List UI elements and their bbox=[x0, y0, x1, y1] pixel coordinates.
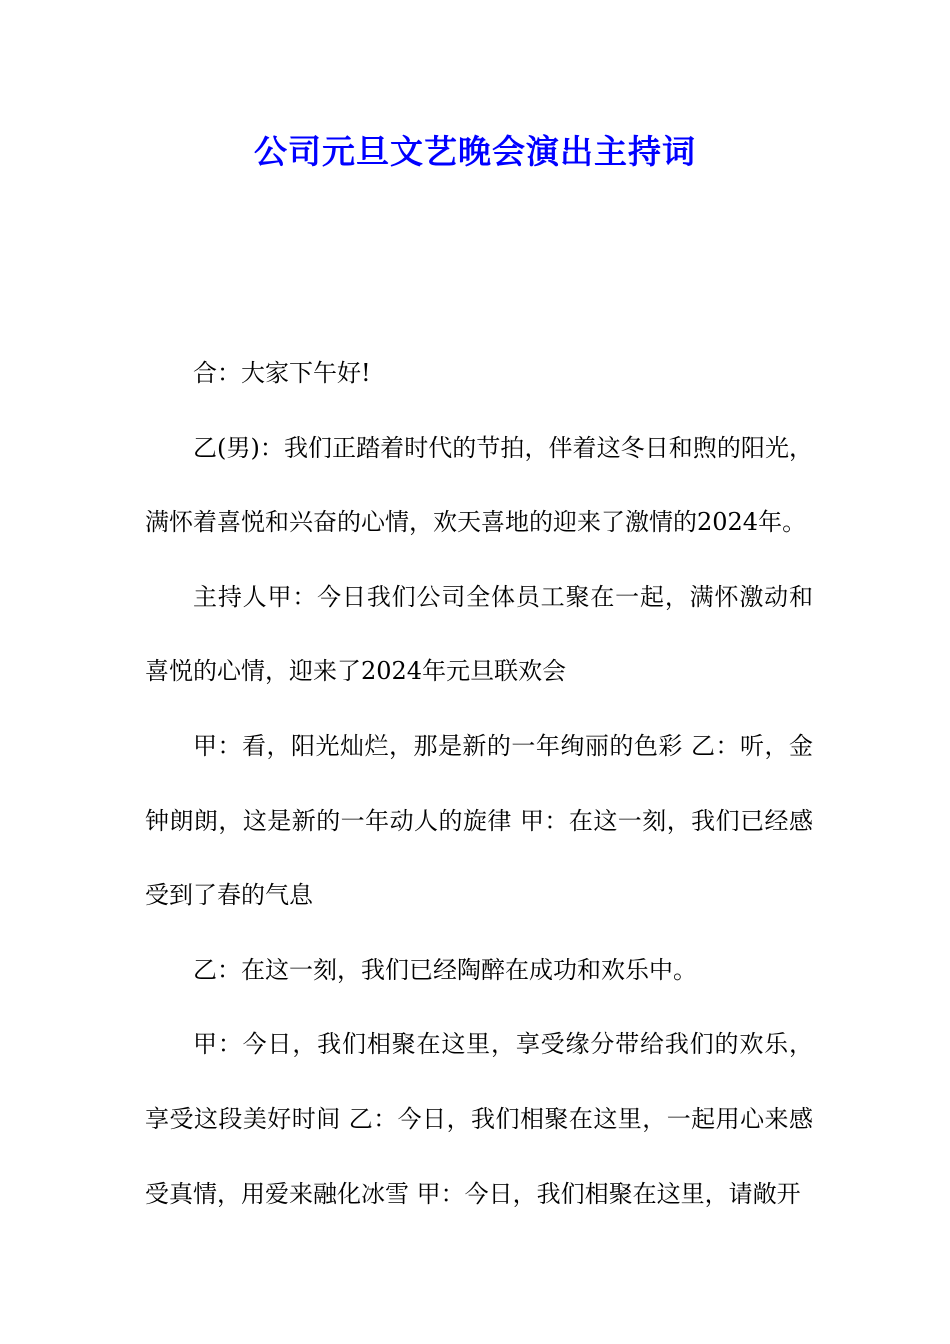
paragraph-6: 甲：今日，我们相聚在这里，享受缘分带给我们的欢乐，享受这段美好时间 乙：今日，我们相聚在这里，一起用心来感受真情，用爱来融化冰雪 甲：今日，我们相聚在这里，请敞开 bbox=[145, 1030, 813, 1208]
paragraph-2: 乙(男)：我们正踏着时代的节拍，伴着这冬日和煦的阳光，满怀着喜悦和兴奋的心情，欢天喜地的迎来了激情的2024年。 bbox=[145, 433, 813, 537]
paragraph-4: 甲：看，阳光灿烂，那是新的一年绚丽的色彩 乙：听，金钟朗朗，这是新的一年动人的旋律 甲：在这一刻，我们已经感受到了春的气息 bbox=[145, 731, 813, 910]
paragraph-5: 乙：在这一刻，我们已经陶醉在成功和欢乐中。 bbox=[193, 955, 697, 984]
paragraph-1: 合：大家下午好! bbox=[193, 359, 371, 387]
document-title: 公司元旦文艺晚会演出主持词 bbox=[254, 132, 696, 171]
document-body bbox=[145, 336, 813, 1231]
paragraph-3: 主持人甲：今日我们公司全体员工聚在一起，满怀激动和喜悦的心情，迎来了2024年元旦联欢会 bbox=[145, 582, 813, 686]
